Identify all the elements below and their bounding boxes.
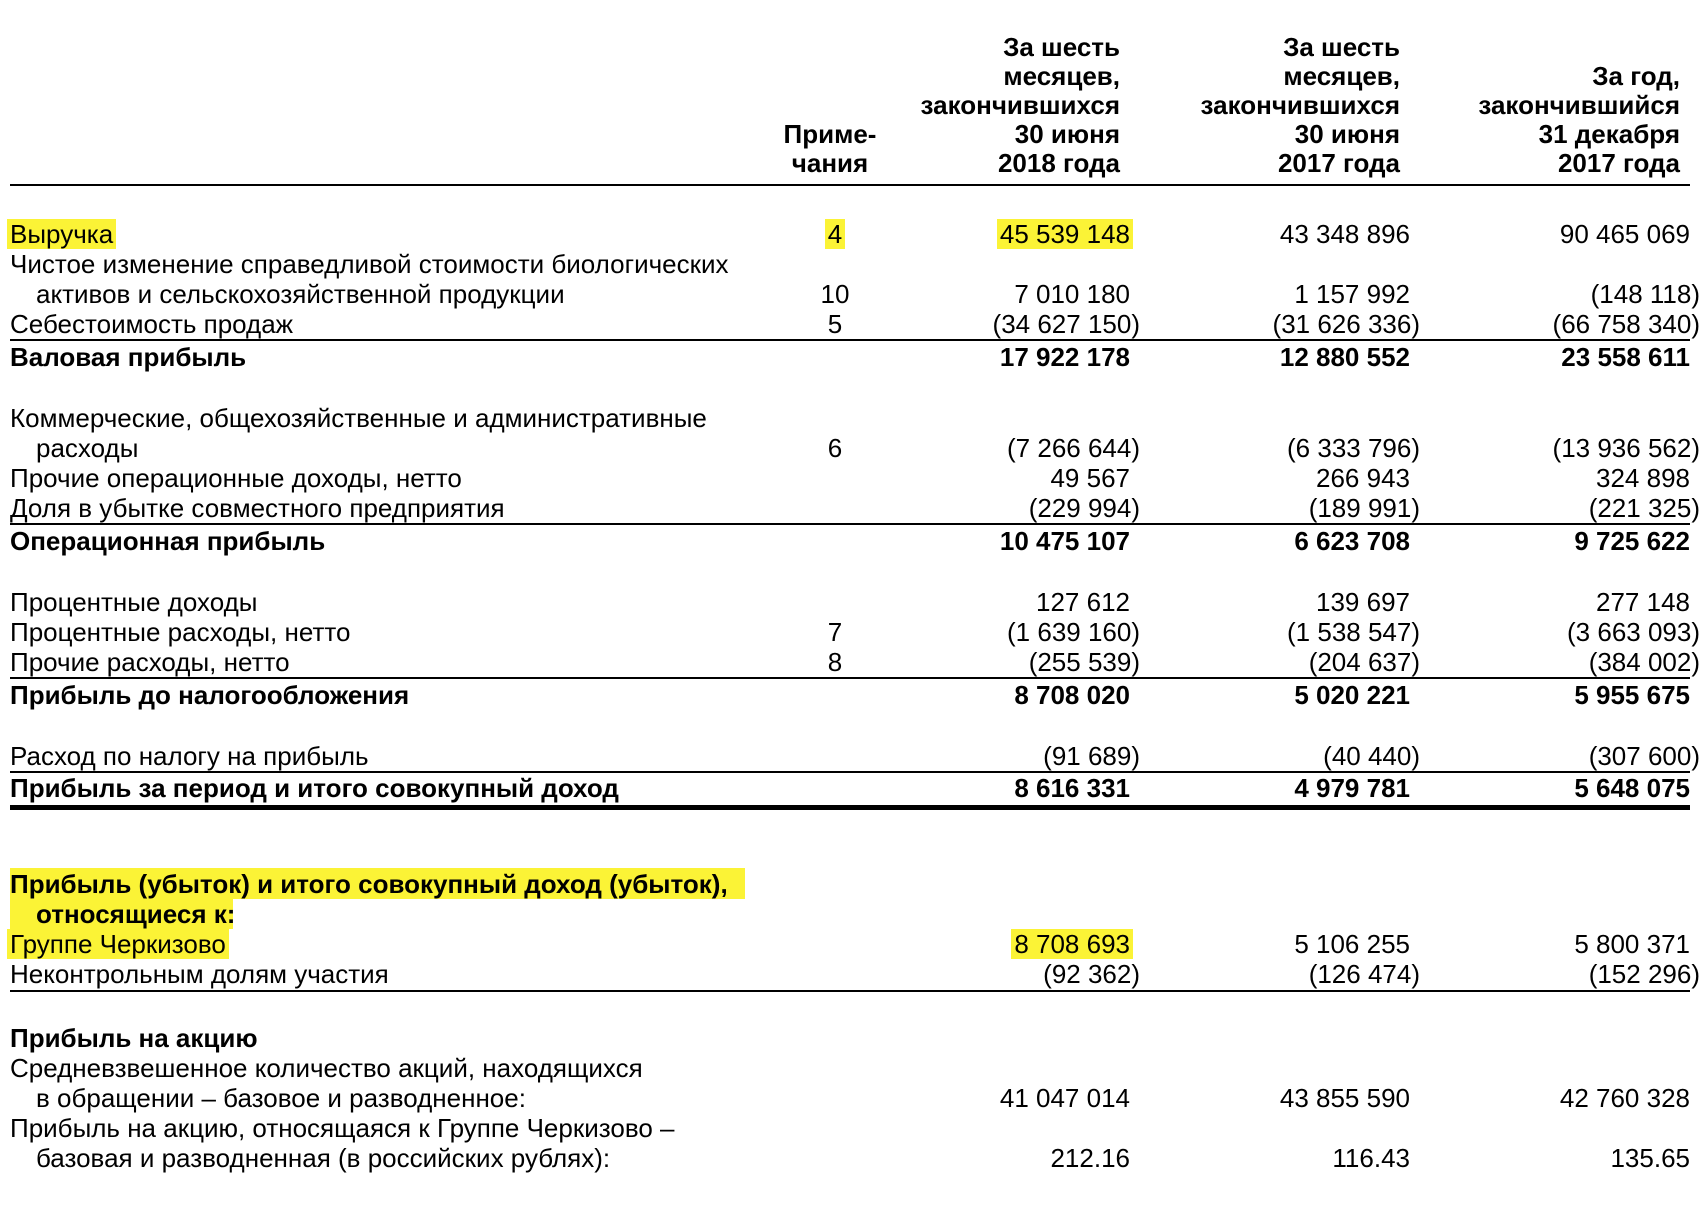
value-2018h1: (7 266 644) bbox=[1007, 433, 1140, 463]
row-eps-line1 bbox=[10, 1113, 1690, 1143]
subtotal-rule bbox=[10, 523, 1690, 525]
row-label: Прочие операционные доходы, нетто bbox=[10, 463, 462, 493]
header-col1-line: 30 июня bbox=[1014, 119, 1120, 149]
row-gross-profit bbox=[10, 342, 1690, 372]
row-revenue bbox=[10, 219, 1690, 249]
header-col1-line: За шесть bbox=[1003, 32, 1120, 62]
value-2017h1: (31 626 336) bbox=[1272, 309, 1420, 339]
row-label: Средневзвешенное количество акций, находящихся bbox=[10, 1053, 643, 1083]
row-label: Выручка bbox=[7, 219, 116, 249]
value-2018h1: (1 639 160) bbox=[1007, 617, 1140, 647]
header-col2-line: 30 июня bbox=[1294, 119, 1400, 149]
header-col2-line: месяцев, bbox=[1283, 61, 1400, 91]
value-2017fy: 277 148 bbox=[1596, 587, 1690, 617]
value-2018h1: (34 627 150) bbox=[992, 309, 1140, 339]
header-col3 bbox=[1478, 62, 1680, 178]
value-2018h1: 8 616 331 bbox=[1014, 773, 1130, 803]
row-eps bbox=[10, 1143, 1690, 1173]
value-2018h1: 49 567 bbox=[1050, 463, 1130, 493]
row-cogs bbox=[10, 309, 1700, 339]
value-2018h1: (92 362) bbox=[1043, 959, 1140, 989]
row-interest-expense bbox=[10, 617, 1700, 647]
value-2018h1: 10 475 107 bbox=[999, 526, 1130, 556]
row-sga bbox=[10, 433, 1700, 463]
value-2017h1: (1 538 547) bbox=[1287, 617, 1420, 647]
value-2017fy: 135.65 bbox=[1610, 1143, 1690, 1173]
value-2017h1: (6 333 796) bbox=[1287, 433, 1420, 463]
value-2018h1: 7 010 180 bbox=[1014, 279, 1130, 309]
row-label: Прибыль до налогообложения bbox=[10, 680, 410, 710]
row-label: в обращении – базовое и разводненное: bbox=[36, 1083, 526, 1113]
row-sga-line1 bbox=[10, 403, 1690, 433]
value-2017h1: 266 943 bbox=[1316, 463, 1410, 493]
row-note: 5 bbox=[827, 309, 843, 339]
row-label: Неконтрольным долям участия bbox=[10, 959, 389, 989]
header-col1-line: закончившихся bbox=[920, 90, 1120, 120]
header-notes-line: чания bbox=[791, 148, 869, 178]
row-note bbox=[770, 219, 900, 249]
value-2017h1: 139 697 bbox=[1316, 587, 1410, 617]
row-label: Процентные расходы, нетто bbox=[10, 617, 351, 647]
value-2017h1: (189 991) bbox=[1308, 493, 1420, 523]
value-2017fy: (307 600) bbox=[1588, 741, 1700, 771]
header-col1-line: месяцев, bbox=[1003, 61, 1120, 91]
value-2018h1: 45 539 148 bbox=[997, 219, 1133, 249]
row-label: расходы bbox=[36, 433, 139, 463]
row-note: 7 bbox=[827, 617, 843, 647]
value-2018h1: 127 612 bbox=[1036, 587, 1130, 617]
value-2017h1: (40 440) bbox=[1323, 741, 1420, 771]
row-nci bbox=[10, 959, 1700, 989]
value-2017fy: 23 558 611 bbox=[1561, 342, 1690, 372]
row-profit-before-tax bbox=[10, 680, 1690, 710]
row-operating-profit bbox=[10, 526, 1690, 556]
row-other-expenses bbox=[10, 647, 1700, 677]
value-2017fy: 42 760 328 bbox=[1559, 1083, 1690, 1113]
value-2018h1: 8 708 693 bbox=[1011, 929, 1133, 959]
subtotal-rule bbox=[10, 677, 1690, 679]
row-label: Валовая прибыль bbox=[10, 342, 247, 372]
row-label: Прибыль на акцию, относящаяся к Группе Черкизово – bbox=[10, 1113, 675, 1143]
row-shares bbox=[10, 1083, 1690, 1113]
value-2018h1: 17 922 178 bbox=[999, 342, 1130, 372]
value-2017h1: (126 474) bbox=[1308, 959, 1420, 989]
value-2017fy: 5 800 371 bbox=[1574, 929, 1690, 959]
row-attribution-title-line2 bbox=[10, 899, 1690, 929]
row-jv-loss bbox=[10, 493, 1700, 523]
row-income-tax bbox=[10, 741, 1700, 771]
note-value: 4 bbox=[825, 219, 845, 249]
value-2017fy: 324 898 bbox=[1596, 463, 1690, 493]
header-col3-line: За год, bbox=[1592, 61, 1680, 91]
value-2017h1: 43 855 590 bbox=[1279, 1083, 1410, 1113]
row-label: Коммерческие, общехозяйственные и административные bbox=[10, 403, 707, 433]
value-2018h1: 8 708 020 bbox=[1014, 680, 1130, 710]
row-eps-title bbox=[10, 1023, 1690, 1053]
value-2017fy: 5 955 675 bbox=[1574, 680, 1690, 710]
row-label: Группе Черкизово bbox=[7, 929, 229, 959]
subtotal-rule bbox=[10, 339, 1690, 341]
row-label: Процентные доходы bbox=[10, 587, 258, 617]
value-2017h1: (204 637) bbox=[1308, 647, 1420, 677]
row-bio-change-line1 bbox=[10, 249, 1690, 279]
header-col2-line: 2017 года bbox=[1277, 148, 1400, 178]
row-label: Прочие расходы, нетто bbox=[10, 647, 290, 677]
row-label: Доля в убытке совместного предприятия bbox=[10, 493, 505, 523]
row-label: активов и сельскохозяйственной продукции bbox=[36, 279, 565, 309]
row-group-cherkizovo bbox=[10, 929, 1690, 959]
value-2017fy: (13 936 562) bbox=[1552, 433, 1700, 463]
value-2017h1: 6 623 708 bbox=[1294, 526, 1410, 556]
header-col3-line: 2017 года bbox=[1557, 148, 1680, 178]
value-2017h1: 43 348 896 bbox=[1279, 219, 1410, 249]
row-label: Прибыль (убыток) и итого совокупный доход (убыток), bbox=[10, 869, 728, 899]
header-col1 bbox=[921, 33, 1120, 178]
value-2017fy: 9 725 622 bbox=[1574, 526, 1690, 556]
value-2018h1: (229 994) bbox=[1028, 493, 1140, 523]
row-attribution-title-line1 bbox=[10, 869, 1690, 899]
row-label: базовая и разводненная (в российских рублях): bbox=[36, 1143, 611, 1173]
header-col2 bbox=[1201, 33, 1400, 178]
value-2017fy: (384 002) bbox=[1588, 647, 1700, 677]
row-label: Себестоимость продаж bbox=[10, 309, 294, 339]
value-2017h1: 5 106 255 bbox=[1294, 929, 1410, 959]
header-col2-line: закончившихся bbox=[1200, 90, 1400, 120]
row-shares-line1 bbox=[10, 1053, 1690, 1083]
header-col2-line: За шесть bbox=[1283, 32, 1400, 62]
header-notes-line: Приме- bbox=[783, 119, 877, 149]
value-2017h1: 4 979 781 bbox=[1294, 773, 1410, 803]
value-2017fy: (152 296) bbox=[1588, 959, 1700, 989]
header-col3-line: 31 декабря bbox=[1538, 119, 1680, 149]
header-notes bbox=[770, 120, 890, 178]
row-note: 6 bbox=[827, 433, 843, 463]
value-2017fy: 90 465 069 bbox=[1559, 219, 1690, 249]
row-label: относящиеся к: bbox=[36, 899, 236, 929]
row-bio-change bbox=[10, 279, 1700, 309]
row-label: Расход по налогу на прибыль bbox=[10, 741, 369, 771]
value-2017fy: (221 325) bbox=[1588, 493, 1700, 523]
value-2018h1: 41 047 014 bbox=[999, 1083, 1130, 1113]
subtotal-rule bbox=[10, 990, 1690, 992]
header-col1-line: 2018 года bbox=[997, 148, 1120, 178]
header-col3-line: закончившийся bbox=[1478, 90, 1680, 120]
value-2017h1: 116.43 bbox=[1332, 1143, 1410, 1173]
value-2017fy: (148 118) bbox=[1590, 279, 1700, 309]
value-2017h1: 5 020 221 bbox=[1294, 680, 1410, 710]
total-rule bbox=[10, 805, 1690, 810]
row-net-profit bbox=[10, 773, 1690, 803]
value-2018h1: (255 539) bbox=[1028, 647, 1140, 677]
value-2017fy: (66 758 340) bbox=[1552, 309, 1700, 339]
row-interest-income bbox=[10, 587, 1690, 617]
row-note: 8 bbox=[827, 647, 843, 677]
value-2018h1: (91 689) bbox=[1043, 741, 1140, 771]
value-2017h1: 12 880 552 bbox=[1279, 342, 1410, 372]
row-label: Чистое изменение справедливой стоимости биологических bbox=[10, 249, 729, 279]
value-2018h1: 212.16 bbox=[1050, 1143, 1130, 1173]
row-other-operating-income bbox=[10, 463, 1690, 493]
row-label: Прибыль на акцию bbox=[10, 1023, 258, 1053]
row-note: 10 bbox=[820, 279, 850, 309]
header-rule bbox=[10, 184, 1690, 186]
row-label: Прибыль за период и итого совокупный доход bbox=[10, 773, 619, 803]
value-2017h1: 1 157 992 bbox=[1294, 279, 1410, 309]
value-2017fy: 5 648 075 bbox=[1574, 773, 1690, 803]
value-2017fy: (3 663 093) bbox=[1567, 617, 1700, 647]
row-label: Операционная прибыль bbox=[10, 526, 326, 556]
